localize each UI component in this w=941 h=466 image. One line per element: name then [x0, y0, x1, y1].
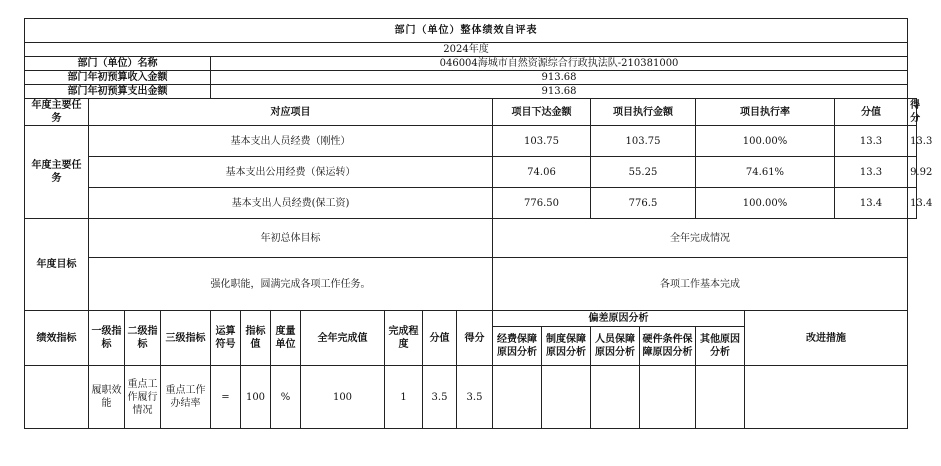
- ind-header-score: 分值: [423, 311, 457, 366]
- ind-header-level1: 一级指标: [89, 311, 125, 366]
- goals-label: 年度目标: [25, 219, 89, 311]
- ind-header-dev-funding: 经费保障原因分析: [493, 327, 542, 366]
- ind-header-got: 得分: [457, 311, 493, 366]
- task-row-item: 基本支出人员经费（刚性）: [89, 126, 493, 157]
- ind-row-dev-hardware: [640, 366, 696, 429]
- task-header-label: 年度主要任务: [25, 99, 89, 126]
- ind-row-unit: %: [271, 366, 301, 429]
- ind-row-dev-system: [542, 366, 591, 429]
- task-row-executed: 55.25: [591, 157, 696, 188]
- ind-row-level3: 重点工作办结率: [161, 366, 211, 429]
- task-header-rate: 项目执行率: [696, 99, 835, 126]
- task-header-issued: 项目下达金额: [493, 99, 591, 126]
- ind-header-degree: 完成程度: [385, 311, 423, 366]
- ind-header-annual: 全年完成值: [301, 311, 385, 366]
- task-row-got: 13.4: [908, 188, 917, 219]
- ind-header-dev-staff: 人员保障原因分析: [591, 327, 640, 366]
- goals-initial-value: 强化职能，圆满完成各项工作任务。: [89, 258, 493, 311]
- ind-row-improve: [745, 366, 908, 429]
- task-header-item: 对应项目: [89, 99, 493, 126]
- task-header-got: 得分: [908, 99, 917, 126]
- ind-header-level3: 三级指标: [161, 311, 211, 366]
- task-row-executed: 103.75: [591, 126, 696, 157]
- ind-row-dev-funding: [493, 366, 542, 429]
- ind-header-dev-system: 制度保障原因分析: [542, 327, 591, 366]
- task-row-score: 13.4: [835, 188, 908, 219]
- task-group-label: 年度主要任务: [25, 126, 89, 219]
- task-row-item: 基本支出人员经费(保工资): [89, 188, 493, 219]
- performance-evaluation-sheet: [24, 18, 933, 466]
- ind-header-dev-other: 其他原因分析: [696, 327, 745, 366]
- ind-header-dev-hardware: 硬件条件保障原因分析: [640, 327, 696, 366]
- task-row-rate: 74.61%: [696, 157, 835, 188]
- ind-header-target: 指标值: [241, 311, 271, 366]
- ind-header-improve: 改进措施: [745, 311, 908, 366]
- budget-income-value: 913.68: [211, 71, 908, 85]
- sheet-year: 2024年度: [25, 43, 908, 57]
- task-row-score: 13.3: [835, 126, 908, 157]
- task-row-executed: 776.5: [591, 188, 696, 219]
- ind-header-level2: 二级指标: [125, 311, 161, 366]
- ind-row-level1: 履职效能: [89, 366, 125, 429]
- task-row-rate: 100.00%: [696, 188, 835, 219]
- ind-header-unit: 度量单位: [271, 311, 301, 366]
- ind-row-dev-staff: [591, 366, 640, 429]
- ind-row-degree: 1: [385, 366, 423, 429]
- goals-completion-value: 各项工作基本完成: [493, 258, 908, 311]
- goals-initial-header: 年初总体目标: [89, 219, 493, 258]
- task-row-issued: 103.75: [493, 126, 591, 157]
- task-row-item: 基本支出公用经费（保运转）: [89, 157, 493, 188]
- dept-name-value: 046004海城市自然资源综合行政执法队-210381000: [211, 57, 908, 71]
- sheet-title: 部门（单位）整体绩效自评表: [25, 19, 908, 43]
- ind-row-op: =: [211, 366, 241, 429]
- dept-name-label: 部门（单位）名称: [25, 57, 211, 71]
- task-header-score: 分值: [835, 99, 908, 126]
- ind-row-got: 3.5: [457, 366, 493, 429]
- indicators-label: 绩效指标: [25, 311, 89, 366]
- goals-completion-header: 全年完成情况: [493, 219, 908, 258]
- task-row-got: 13.3: [908, 126, 917, 157]
- ind-row-blank: [25, 366, 89, 429]
- ind-row-annual: 100: [301, 366, 385, 429]
- budget-income-label: 部门年初预算收入金额: [25, 71, 211, 85]
- task-row-got: 9.92: [908, 157, 917, 188]
- task-row-issued: 776.50: [493, 188, 591, 219]
- evaluation-table: [24, 18, 933, 429]
- ind-row-target: 100: [241, 366, 271, 429]
- ind-row-level2: 重点工作履行情况: [125, 366, 161, 429]
- task-header-executed: 项目执行金额: [591, 99, 696, 126]
- ind-header-op: 运算符号: [211, 311, 241, 366]
- ind-header-deviation: 偏差原因分析: [493, 311, 745, 327]
- task-row-issued: 74.06: [493, 157, 591, 188]
- ind-row-score: 3.5: [423, 366, 457, 429]
- table-row: [25, 366, 917, 429]
- task-row-score: 13.3: [835, 157, 908, 188]
- ind-row-dev-other: [696, 366, 745, 429]
- budget-expense-value: 913.68: [211, 85, 908, 99]
- budget-expense-label: 部门年初预算支出金额: [25, 85, 211, 99]
- task-row-rate: 100.00%: [696, 126, 835, 157]
